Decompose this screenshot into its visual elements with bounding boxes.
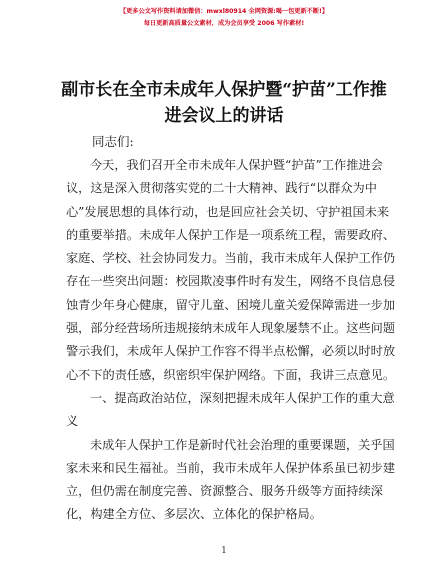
banner-line-2: 每日更新高质量公文素材，成为会员享受 2006 写作素材! (143, 20, 305, 27)
body-line: 蚀青少年身心健康，留守儿童、困境儿童关爱保障需进一步加 (66, 297, 396, 312)
section-heading-line: 一、提高政治站位，深刻把握未成年人保护工作的重大意 (90, 390, 395, 405)
body-line: 未成年人保护工作是新时代社会治理的重要课题，关乎国 (90, 437, 395, 452)
page-number: 1 (221, 546, 227, 556)
speech-body (66, 154, 396, 527)
body-line: 今天，我们召开全市未成年人保护暨“护苗”工作推进会 (90, 158, 383, 172)
body-line: 强，部分经营场所违规接纳未成年人现象屡禁不止。这些问题 (66, 321, 396, 336)
body-line: 心”发展思想的具体行动，也是回应社会关切、守护祖国未来 (66, 204, 390, 219)
body-line: 警示我们，未成年人保护工作容不得半点松懈，必须以时时放 (66, 344, 396, 359)
body-line: 的重要举措。未成年人保护工作是一项系统工程，需要政府、 (66, 227, 396, 242)
greeting: 同志们: (92, 134, 134, 149)
document-title (40, 77, 408, 129)
header-banner (0, 6, 448, 30)
body-line: 化，构建全方位、多层次、立体化的保护格局。 (66, 507, 322, 522)
body-line: 家庭、学校、社会协同发力。当前，我市未成年人保护工作仍 (66, 251, 396, 266)
banner-line-1: 【更多公文写作资料请加微信：mwxl80914 全网资源:喝一包更新不断!】 (119, 8, 329, 15)
body-line: 存在一些突出问题：校园欺凌事件时有发生，网络不良信息侵 (66, 274, 396, 289)
section-heading-line: 义 (66, 414, 79, 429)
title-line-1: 副市长在全市未成年人保护暨“护苗”工作推 (61, 80, 387, 100)
body-line: 立，但仍需在制度完善、资源整合、服务升级等方面持续深 (66, 484, 383, 499)
body-line: 心不下的责任感，织密织牢保护网络。下面，我讲三点意见。 (66, 367, 396, 382)
body-line: 家未来和民生福祉。当前，我市未成年人保护体系虽已初步建 (66, 460, 396, 475)
title-line-2: 进会议上的讲话 (164, 106, 284, 126)
body-line: 议，这是深入贯彻落实党的二十大精神、践行“以群众为中 (66, 181, 377, 196)
